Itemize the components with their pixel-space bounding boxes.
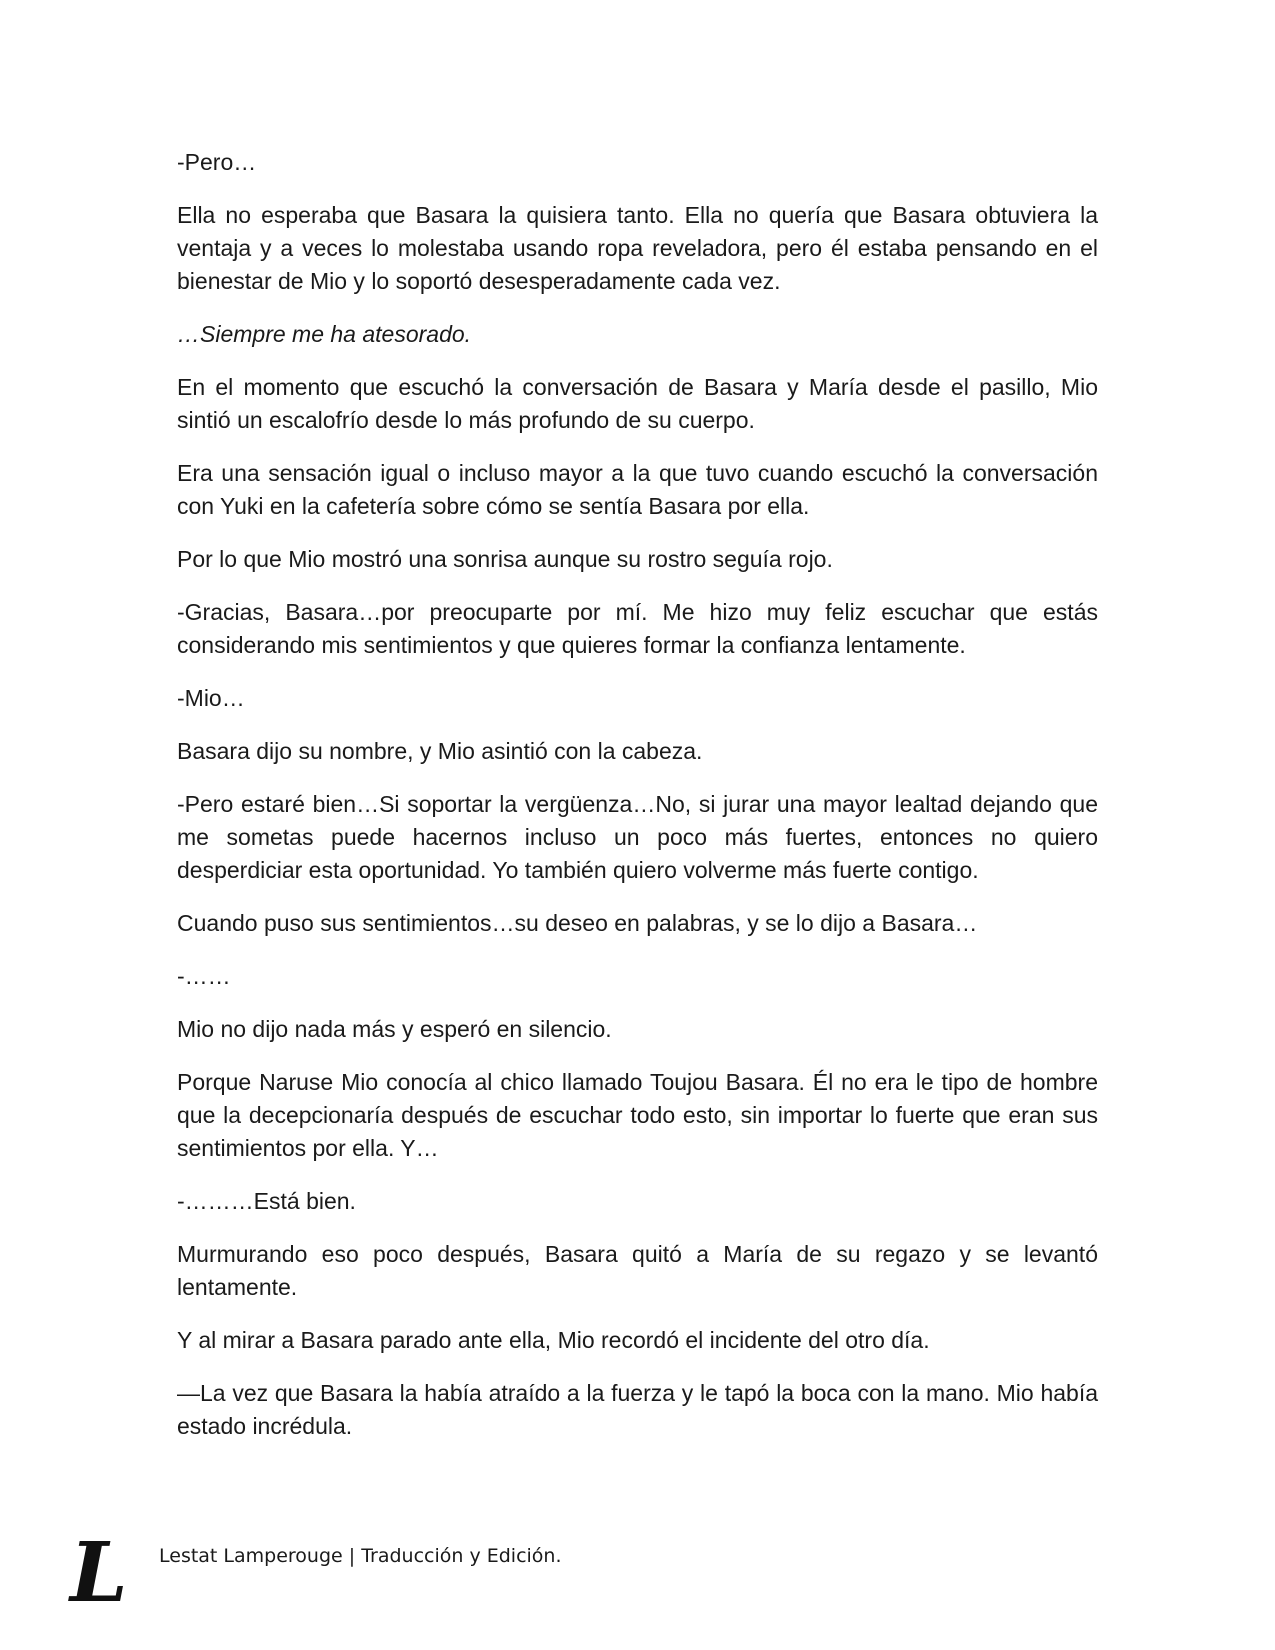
paragraph: -………Está bien. xyxy=(177,1188,356,1214)
paragraph: Y al mirar a Basara parado ante ella, Mio recordó el incidente del otro día. xyxy=(177,1327,930,1353)
paragraph: -Pero… xyxy=(177,149,257,175)
paragraph: Era una sensación igual o incluso mayor a la que tuvo cuando escuchó la conversación con Yuki en la cafetería sobre cómo se sentía Basara por ella. xyxy=(177,460,1098,519)
paragraph: En el momento que escuchó la conversación de Basara y María desde el pasillo, Mio sintió un escalofrío desde lo más profundo de su cuerpo. xyxy=(177,374,1098,433)
paragraph: Ella no esperaba que Basara la quisiera tanto. Ella no quería que Basara obtuviera la ventaja y a veces lo molestaba usando ropa reveladora, pero él estaba pensando en el bienestar de Mio y lo soportó desesperadamente cada vez. xyxy=(177,202,1098,294)
paragraph: -Pero estaré bien…Si soportar la vergüenza…No, si jurar una mayor lealtad dejando que me sometas puede hacernos incluso un poco más fuertes, entonces no quiero desperdiciar esta oportunidad. Yo también quiero volverme más fuerte contigo. xyxy=(177,791,1098,883)
paragraph: …Siempre me ha atesorado. xyxy=(177,321,472,347)
paragraph: Por lo que Mio mostró una sonrisa aunque su rostro seguía rojo. xyxy=(177,546,833,572)
paragraph: Basara dijo su nombre, y Mio asintió con la cabeza. xyxy=(177,738,703,764)
paragraph: -Mio… xyxy=(177,685,245,711)
paragraph: Mio no dijo nada más y esperó en silencio. xyxy=(177,1016,612,1042)
logo-letter: L xyxy=(70,1535,128,1609)
paragraph: -Gracias, Basara…por preocuparte por mí. Me hizo muy feliz escuchar que estás considerando mis sentimientos y que quieres formar la confianza lentamente. xyxy=(177,599,1098,658)
translator-credit: Lestat Lamperouge | Traducción y Edición. xyxy=(159,1545,562,1567)
paragraph: Porque Naruse Mio conocía al chico llamado Toujou Basara. Él no era le tipo de hombre que la decepcionaría después de escuchar todo esto, sin importar lo fuerte que eran sus sentimientos por ella. Y… xyxy=(177,1069,1098,1161)
paragraph: -…… xyxy=(177,963,231,989)
body-text xyxy=(177,146,1098,1463)
gothic-l-logo-icon xyxy=(68,1535,130,1609)
paragraph: Cuando puso sus sentimientos…su deseo en palabras, y se lo dijo a Basara… xyxy=(177,910,978,936)
paragraph: Murmurando eso poco después, Basara quitó a María de su regazo y se levantó lentamente. xyxy=(177,1241,1098,1300)
footer xyxy=(60,1535,760,1615)
paragraph: —La vez que Basara la había atraído a la fuerza y le tapó la boca con la mano. Mio había estado incrédula. xyxy=(177,1380,1098,1439)
